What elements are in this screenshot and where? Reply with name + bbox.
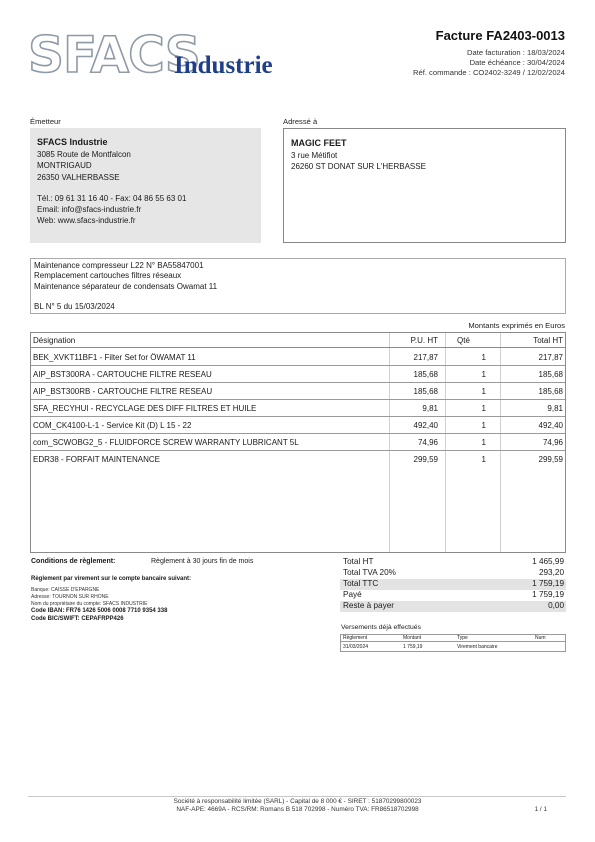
remaining-row bbox=[340, 601, 566, 612]
row-total: 185,68 bbox=[538, 370, 563, 379]
total-ht-row bbox=[340, 557, 566, 568]
row-quantity: 1 bbox=[481, 404, 486, 413]
payment-terms-value: Règlement à 30 jours fin de mois bbox=[151, 558, 254, 565]
row-divider bbox=[31, 433, 565, 434]
row-designation: AIP_BST300RB - CARTOUCHE FILTRE RESEAU bbox=[33, 387, 213, 396]
logo-industrie-text: Industrie bbox=[174, 52, 273, 79]
company-logo bbox=[28, 26, 288, 86]
header-quantity: Qté bbox=[457, 336, 470, 345]
row-quantity: 1 bbox=[481, 438, 486, 447]
bank-address: Adresse: TOURNON SUR RHONE bbox=[31, 594, 109, 600]
delivery-note: BL N° 5 du 15/03/2024 bbox=[34, 301, 115, 311]
row-divider bbox=[31, 399, 565, 400]
row-designation: EDR38 - FORFAIT MAINTENANCE bbox=[33, 455, 160, 464]
row-total: 74,96 bbox=[542, 438, 563, 447]
bank-details bbox=[31, 587, 167, 623]
row-divider bbox=[31, 416, 565, 417]
emitter-phone: Tél.: 09 61 31 16 40 - Fax: 04 86 55 63 01 bbox=[37, 193, 187, 203]
row-divider bbox=[31, 450, 565, 451]
row-unit-price: 492,40 bbox=[413, 421, 438, 430]
payments-header-montant: Montant bbox=[403, 635, 422, 641]
items-table bbox=[30, 332, 566, 553]
description-line: Remplacement cartouches filtres réseaux bbox=[34, 271, 182, 281]
invoice-due-date: Date échéance : 30/04/2024 bbox=[469, 58, 565, 67]
payment-row bbox=[341, 643, 565, 651]
row-total: 492,40 bbox=[538, 421, 563, 430]
total-tva-value: 293,20 bbox=[538, 568, 564, 577]
total-tva-label: Total TVA 20% bbox=[343, 568, 396, 577]
row-unit-price: 217,87 bbox=[413, 353, 438, 362]
table-header bbox=[31, 333, 565, 348]
remaining-label: Reste à payer bbox=[343, 601, 394, 610]
row-unit-price: 185,68 bbox=[413, 387, 438, 396]
recipient-name: MAGIC FEET bbox=[291, 138, 347, 148]
row-unit-price: 185,68 bbox=[413, 370, 438, 379]
row-designation: com_SCWOBG2_5 - FLUIDFORCE SCREW WARRANTY LUBRICANT 5L bbox=[33, 438, 299, 447]
payments-table bbox=[340, 634, 566, 652]
page-number: 1 / 1 bbox=[534, 806, 547, 813]
row-quantity: 1 bbox=[481, 370, 486, 379]
bic-code: Code BIC/SWIFT: CEPAFRPP426 bbox=[31, 615, 124, 622]
payments-header bbox=[341, 635, 565, 642]
total-ttc-label: Total TTC bbox=[343, 579, 379, 588]
paid-label: Payé bbox=[343, 590, 362, 599]
payments-made-title: Versements déjà effectués bbox=[341, 624, 421, 631]
payments-header-num: Num bbox=[535, 635, 546, 641]
footer-legal-line: Société à responsabilité limitée (SARL) - Capital de 8 000 € - SIRET : 51870299800023 bbox=[173, 798, 422, 805]
payment-type: Virement bancaire bbox=[457, 644, 498, 650]
emitter-address-line: 3085 Route de Montfalcon bbox=[37, 150, 131, 160]
row-designation: SFA_RECYHUI - RECYCLAGE DES DIFF FILTRES ET HUILE bbox=[33, 404, 257, 413]
emitter-name: SFACS Industrie bbox=[37, 137, 108, 147]
account-owner: Nom du propriétaire du compte: SFACS INDUSTRIE bbox=[31, 601, 148, 607]
recipient-label: Adressé à bbox=[283, 117, 318, 126]
bank-name: Banque: CAISSE D'EPARGNE bbox=[31, 587, 100, 593]
header-total: Total HT bbox=[533, 336, 563, 345]
description-block bbox=[30, 258, 566, 314]
bank-transfer-title: Règlement par virement sur le compte bancaire suivant: bbox=[31, 576, 192, 582]
footer-divider bbox=[28, 796, 566, 797]
description-line: Maintenance compresseur L22 N° BA55847001 bbox=[34, 261, 204, 270]
description-line: Maintenance séparateur de condensats Owamat 11 bbox=[34, 281, 218, 291]
payment-date: 31/03/2024 bbox=[343, 644, 369, 650]
iban-code: Code IBAN: FR76 1426 5006 0008 7710 9354 338 bbox=[31, 608, 168, 614]
total-ttc-value: 1 759,19 bbox=[532, 579, 564, 588]
invoice-title: Facture FA2403-0013 bbox=[435, 28, 565, 43]
header-designation: Désignation bbox=[33, 336, 76, 345]
emitter-website[interactable]: Web: www.sfacs-industrie.fr bbox=[37, 216, 136, 226]
emitter-address-line: 26350 VALHERBASSE bbox=[37, 172, 120, 182]
row-total: 9,81 bbox=[547, 404, 563, 413]
row-designation: AIP_BST300RA - CARTOUCHE FILTRE RESEAU bbox=[33, 370, 212, 379]
paid-value: 1 759,19 bbox=[532, 590, 564, 599]
total-ht-label: Total HT bbox=[343, 557, 374, 566]
payment-amount: 1 759,19 bbox=[403, 644, 423, 650]
remaining-value: 0,00 bbox=[548, 601, 564, 610]
total-tva-row bbox=[340, 568, 566, 579]
row-designation: COM_CK4100-L-1 - Service Kit (D) L 15 - 22 bbox=[33, 421, 192, 430]
emitter-address-line: MONTRIGAUD bbox=[37, 161, 92, 171]
emitter-label: Émetteur bbox=[30, 117, 61, 126]
row-unit-price: 74,96 bbox=[417, 438, 438, 447]
row-quantity: 1 bbox=[481, 421, 486, 430]
recipient-address-line: 3 rue Métifiot bbox=[291, 151, 338, 161]
recipient-address-line: 26260 ST DONAT SUR L'HERBASSE bbox=[291, 162, 426, 172]
invoice-date: Date facturation : 18/03/2024 bbox=[467, 48, 565, 57]
row-total: 299,59 bbox=[538, 455, 563, 464]
row-quantity: 1 bbox=[481, 387, 486, 396]
row-divider bbox=[31, 382, 565, 383]
row-unit-price: 299,59 bbox=[413, 455, 438, 464]
row-total: 185,68 bbox=[538, 387, 563, 396]
payment-terms-label: Conditions de règlement: bbox=[31, 558, 116, 565]
paid-row bbox=[340, 590, 566, 601]
currency-note: Montants exprimés en Euros bbox=[468, 321, 565, 330]
total-ttc-row bbox=[340, 579, 566, 590]
row-designation: BEK_XVKT11BF1 - Filter Set for ÖWAMAT 11 bbox=[33, 353, 196, 362]
footer-registration-line: NAF-APE: 4669A - RCS/RM: Romans B 518 702998 - Numéro TVA: FR86518702998 bbox=[176, 806, 419, 813]
row-total: 217,87 bbox=[538, 353, 563, 362]
row-quantity: 1 bbox=[481, 353, 486, 362]
emitter-email[interactable]: Email: info@sfacs-industrie.fr bbox=[37, 205, 142, 215]
order-reference: Réf. commande : CO2402-3249 / 12/02/2024 bbox=[413, 68, 565, 77]
recipient-block bbox=[283, 128, 566, 243]
total-ht-value: 1 465,99 bbox=[532, 557, 564, 566]
row-divider bbox=[31, 365, 565, 366]
payments-header-type: Type bbox=[457, 635, 468, 641]
emitter-block bbox=[30, 128, 261, 243]
row-unit-price: 9,81 bbox=[422, 404, 438, 413]
header-unit-price: P.U. HT bbox=[410, 336, 438, 345]
logo-sfacs-text: SFACS bbox=[28, 26, 200, 84]
row-quantity: 1 bbox=[481, 455, 486, 464]
payments-header-reglement: Règlement bbox=[343, 635, 368, 641]
